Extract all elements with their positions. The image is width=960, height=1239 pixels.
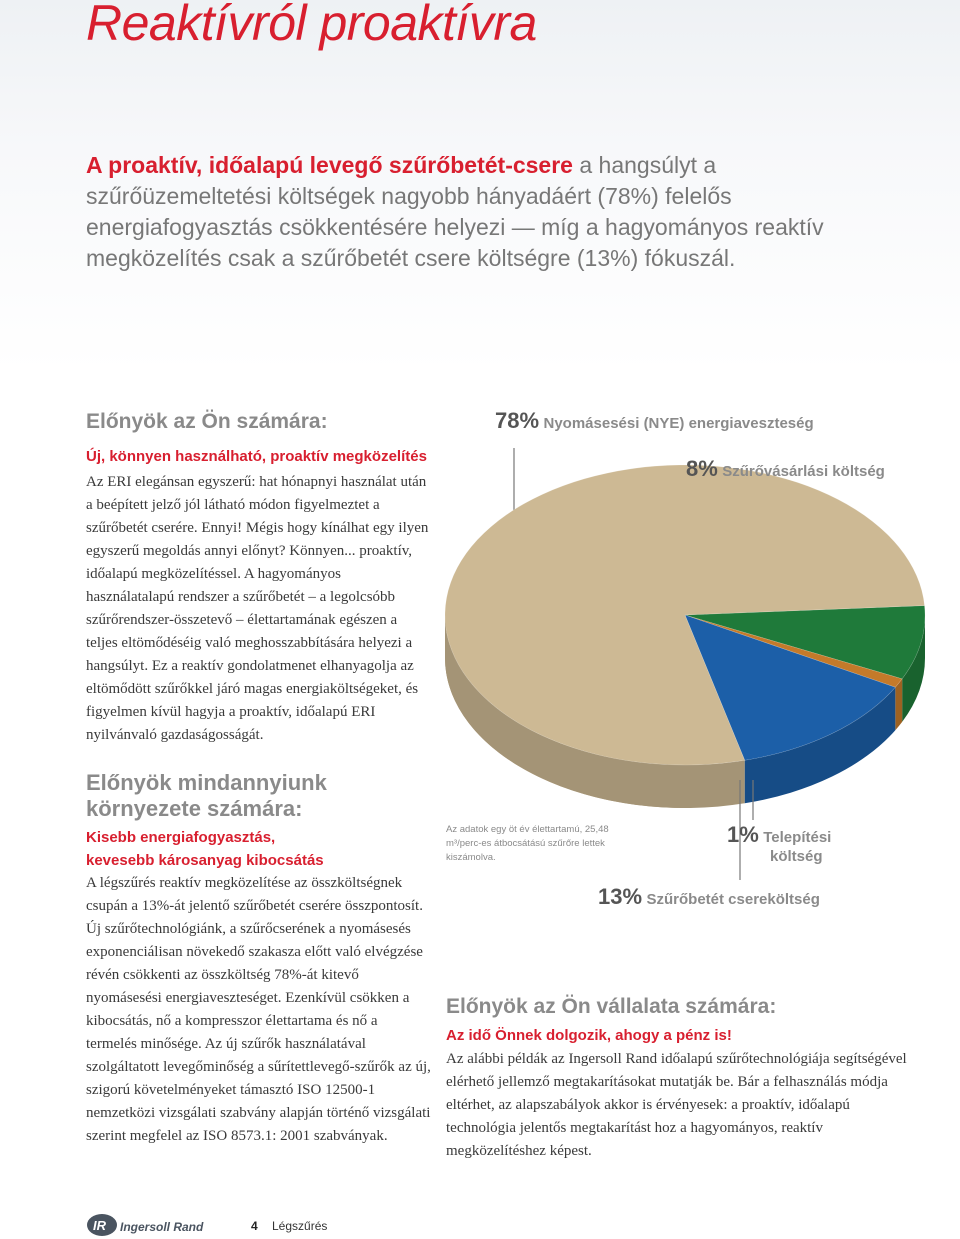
section2-body: A légszűrés reaktív megközelítése az összköltségnek csupán a 13%-át jelentő szűrőbetét cserére összpontosít. Új szűrőtechnológiánk, a szűrőcserének a nyomásesés exponenciálisan növekedő szakasza előtt való elvégzése révén csökkenti az összköltség 78%-át kitevő nyomásesési energiaveszteséget. Ezenkívül csökken a kibocsátás, nő a kompresszor élettartama és nő a termelés minősége. Az új szűrők használatával szolgáltatott levegőminőség a sűrítettlevegő-szűrők az új, szigorú követelményeket támasztó ISO 12500-1 nemzetközi vizsgálati szabvány alapján történő vizsgálati szerint megfelel az ISO 8573.1: 2001 szabványak. <box>86 875 431 1144</box>
intro-paragraph <box>86 150 886 274</box>
section3-body: Az alábbi példák az Ingersoll Rand időalapú szűrőtechnológiája segítségével elérhető jellemző megtakarításokat mutatják be. Bár a felhasználás módja eltérhet, az alapszabályok akkor is érvényesek: a proaktív, időalapú technológia jelentős megtakarítást hoz a hagyományos, reaktív megközelítéshez képest. <box>446 1051 907 1159</box>
slice-pct-8: 8% <box>686 456 718 481</box>
section2-heading: Előnyök mindannyiunk környezete számára: <box>86 770 327 821</box>
slice-text-1a: Telepítési <box>763 829 832 846</box>
slice-pct-78: 78% <box>495 408 540 433</box>
intro-text: a hangsúlyt a szűrőüzemeltetési költségek nagyobb hányadáért (78%) felelős energiafogyasztás csökkentésére helyezi — míg a hagyományos reaktív megközelítés csak a szűrőbetét csere költségre (13%) fókuszál. <box>86 152 824 271</box>
logo-text: Ingersoll Rand <box>120 1220 204 1234</box>
slice-label-1 <box>727 822 831 866</box>
page-number: 4 <box>251 1219 258 1233</box>
slice-text-1b: költség <box>770 848 823 865</box>
page-title: Reaktívról proaktívra <box>86 0 537 51</box>
section3-subheading: Az idő Önnek dolgozik, ahogy a pénz is! <box>446 1027 732 1044</box>
section-benefits-company <box>446 995 916 1163</box>
pie-slice-side-1 <box>895 679 902 730</box>
ingersoll-rand-logo <box>86 1212 206 1238</box>
section2-subheading-1: Kisebb energiafogyasztás, <box>86 829 276 846</box>
footer-section: Légszűrés <box>272 1219 328 1233</box>
intro-highlight: A proaktív, időalapú levegő szűrőbetét-csere <box>86 152 573 178</box>
section3-heading: Előnyök az Ön vállalata számára: <box>446 995 777 1018</box>
slice-label-78 <box>495 408 814 434</box>
section1-subheading: Új, könnyen használható, proaktív megközelítés <box>86 448 427 465</box>
slice-label-8 <box>686 456 885 482</box>
section-benefits-you <box>86 410 431 747</box>
slice-pct-13: 13% <box>598 884 643 909</box>
section1-body: Az ERI elegánsan egyszerű: hat hónapnyi használat után a beépített jelző jól látható módon figyelmeztet a szűrőbetét cserére. Ennyi! Mégis hogy kínálhat egy ilyen egyszerű megoldás annyi előnyt? Könnyen... proaktív, időalapú megközelítéssel. A hagyományos használatalapú rendszer a szűrőbetét – a legolcsóbb szűrőrendszer-összetevő – élettartamának egészen a teljes eltömődéséig való meghosszabbítására helyezi a hangsúlyt. Ez a reaktív gondolatmenet elhanyagolja az eltömődött szűrőkkel járó magas energiaköltségeket, és figyelmen kívül hagyja a proaktív, időalapú ERI nyilvánvaló gazdaságosságát. <box>86 474 429 743</box>
slice-text-78: Nyomásesési (NYE) energiaveszteség <box>543 415 814 432</box>
chart-note: Az adatok egy öt év élettartamú, 25,48 m³/perc-es átbocsátású szűrőre lettek kiszámolva. <box>446 824 609 863</box>
section-benefits-environment <box>86 770 431 1148</box>
svg-text:IR: IR <box>93 1218 106 1233</box>
slice-text-13: Szűrőbetét csereköltség <box>646 891 820 908</box>
slice-pct-1: 1% <box>727 822 759 847</box>
section2-subheading-2: kevesebb károsanyag kibocsátás <box>86 852 324 869</box>
slice-label-13 <box>598 884 820 910</box>
slice-text-8: Szűrővásárlási költség <box>722 463 885 480</box>
section1-heading: Előnyök az Ön számára: <box>86 410 328 433</box>
